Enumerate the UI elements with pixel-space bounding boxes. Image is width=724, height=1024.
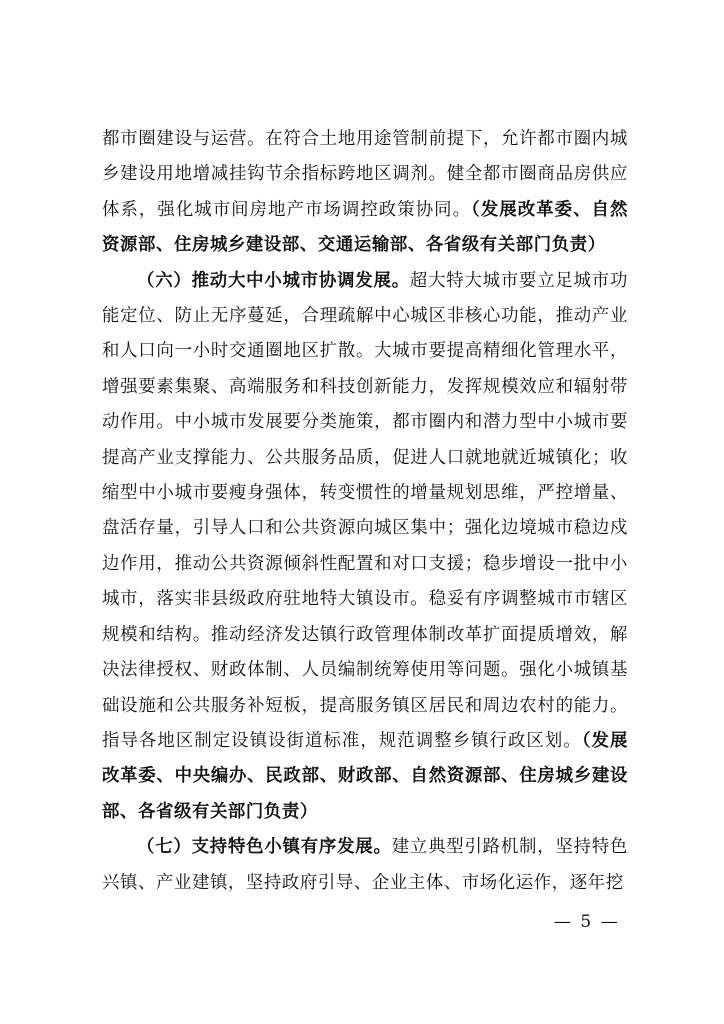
responsible-departments: （发展改革委、中央编办、民政部、财政部、自然资源部、住房城乡建设部、各省级有关部门负责） [102,730,628,822]
section-heading: （六）推动大中小城市协调发展。 [137,270,410,291]
body-text [102,122,628,901]
paragraph-text: 建立典型引路机制，坚持特色兴镇、产业建镇，坚持政府引导、企业主体、市场化运作，逐年挖 [102,837,628,893]
paragraph-text: 超大特大城市要立足城市功能定位、防止无序蔓延，合理疏解中心城区非核心功能，推动产业和人口向一小时交通圈地区扩散。大城市要提高精细化管理水平，增强要素集聚、高端服务和科技创新能力，发挥规模效应和辐射带动作用。中小城市发展要分类施策，都市圈内和潜力型中小城市要提高产业支撑能力、公共服务品质，促进人口就地就近城镇化；收缩型中小城市要瘦身强体，转变惯性的增量规划思维，严控增量、盘活存量，引导人口和公共资源向城区集中；强化边境城市稳边戍边作用，推动公共资源倾斜性配置和对口支援；稳步增设一批中小城市，落实非县级政府驻地特大镇设市。稳妥有序调整城市市辖区规模和结构。推动经济发达镇行政管理体制改革扩面提质增效，解决法律授权、财政体制、人员编制统筹使用等问题。强化小城镇基础设施和公共服务补短板，提高服务镇区居民和周边农村的能力。指导各地区制定设镇设街道标准，规范调整乡镇行政区划。 [102,270,628,751]
paragraph-continuation [102,122,628,264]
page-number: — 5 — [554,912,620,932]
section-heading: （七）支持特色小镇有序发展。 [137,837,392,858]
responsible-departments: （发展改革委、自然资源部、住房城乡建设部、交通运输部、各省级有关部门负责） [102,199,628,256]
paragraph-section-6 [102,264,628,831]
paragraph-text: 都市圈建设与运营。在符合土地用途管制前提下，允许都市圈内城乡建设用地增减挂钩节余指标跨地区调剂。健全都市圈商品房供应体系，强化城市间房地产市场调控政策协同。 [102,129,628,220]
paragraph-section-7 [102,830,628,901]
